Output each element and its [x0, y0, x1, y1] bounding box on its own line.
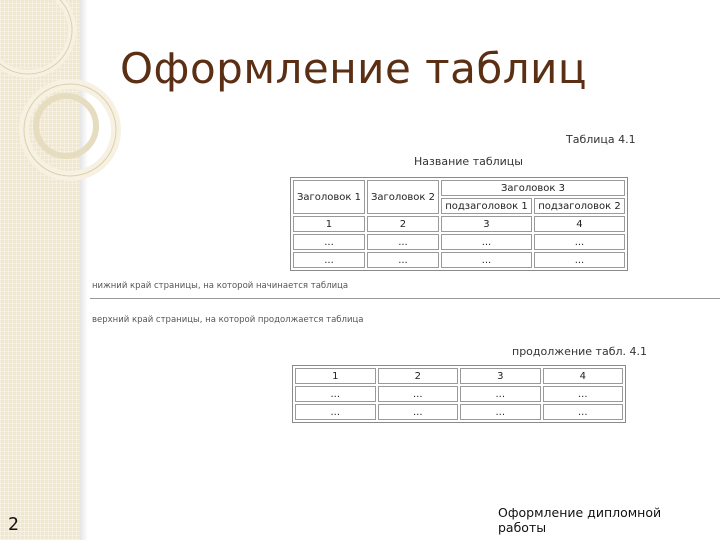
table-number-caption: Таблица 4.1 — [566, 133, 636, 146]
table-row — [295, 386, 623, 402]
decorative-circles — [0, 0, 140, 220]
table-cell: ... — [295, 404, 376, 420]
table-cell: ... — [534, 234, 625, 250]
example-table — [290, 177, 628, 271]
table-row — [293, 216, 625, 232]
page-bottom-note: нижний край страницы, на которой начинается таблица — [92, 281, 349, 291]
table-cell: 4 — [534, 216, 625, 232]
table-cell: ... — [441, 252, 532, 268]
table-cell: 3 — [441, 216, 532, 232]
continued-table — [292, 365, 626, 423]
header-cell-2: Заголовок 2 — [367, 180, 439, 214]
slide-footer: Оформление дипломной работы — [498, 505, 662, 535]
table-cell: 1 — [293, 216, 365, 232]
header-cell-3: Заголовок 3 — [441, 180, 625, 196]
table-cell: ... — [378, 404, 459, 420]
page-break-line — [90, 298, 720, 299]
table-cell: 2 — [378, 368, 459, 384]
table-cell: 3 — [460, 368, 541, 384]
header-cell-1: Заголовок 1 — [293, 180, 365, 214]
subheader-cell-1: подзаголовок 1 — [441, 198, 532, 214]
table-cell: ... — [293, 234, 365, 250]
table-header-row — [293, 180, 625, 196]
table-cell: 4 — [543, 368, 624, 384]
continuation-caption: продолжение табл. 4.1 — [512, 345, 648, 358]
page-top-note: верхний край страницы, на которой продолжается таблица — [92, 315, 364, 325]
slide-title: Оформление таблиц — [120, 44, 587, 93]
table-cell: ... — [460, 386, 541, 402]
table-row — [295, 368, 623, 384]
table-cell: ... — [293, 252, 365, 268]
table-cell: ... — [295, 386, 376, 402]
table-cell: ... — [534, 252, 625, 268]
table-cell: ... — [543, 404, 624, 420]
table-cell: ... — [378, 386, 459, 402]
table-cell: ... — [367, 234, 439, 250]
table-row — [295, 404, 623, 420]
subheader-cell-2: подзаголовок 2 — [534, 198, 625, 214]
table-cell: 2 — [367, 216, 439, 232]
table-cell: ... — [543, 386, 624, 402]
table-cell: 1 — [295, 368, 376, 384]
table-cell: ... — [460, 404, 541, 420]
table-cell: ... — [367, 252, 439, 268]
table-name-caption: Название таблицы — [414, 155, 523, 168]
table-row — [293, 252, 625, 268]
table-cell: ... — [441, 234, 532, 250]
table-row — [293, 234, 625, 250]
slide-number: 2 — [8, 514, 19, 535]
